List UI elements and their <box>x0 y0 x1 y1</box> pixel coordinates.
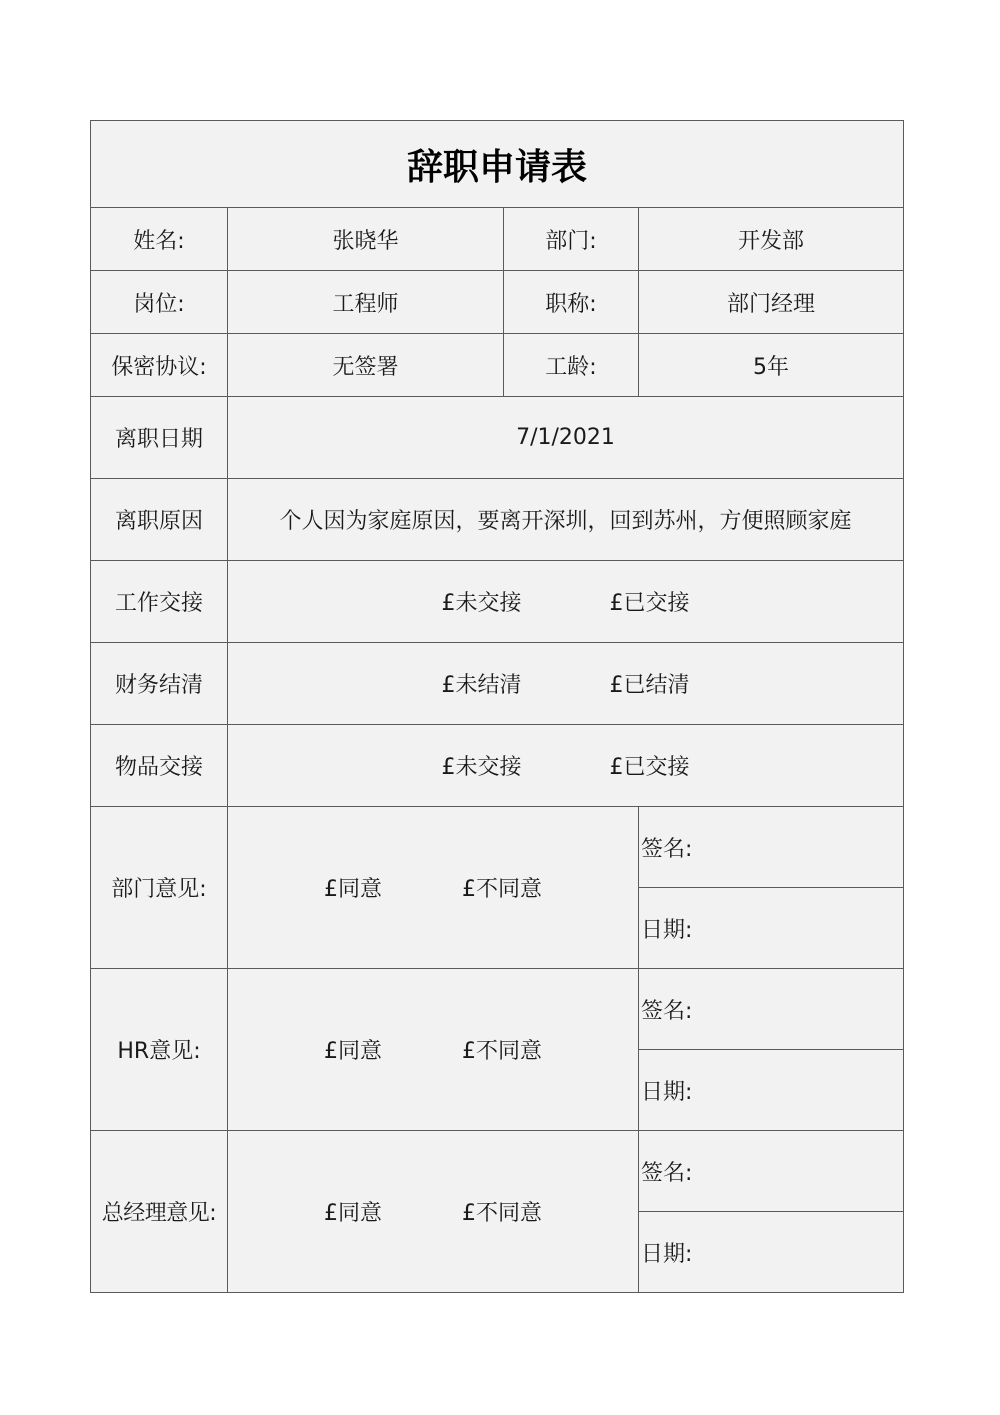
dept-value: 开发部 <box>639 208 904 271</box>
finance-clear-row <box>91 643 904 725</box>
work-handover-options <box>228 561 904 643</box>
leave-reason-value: 个人因为家庭原因，要离开深圳，回到苏州，方便照顾家庭 <box>228 479 904 561</box>
gm-opinion-label: 总经理意见: <box>91 1131 228 1293</box>
position-label: 岗位: <box>91 271 228 334</box>
jobtitle-label: 职称: <box>504 271 639 334</box>
position-value: 工程师 <box>228 271 504 334</box>
nda-value: 无签署 <box>228 334 504 397</box>
leave-date-label: 离职日期 <box>91 397 228 479</box>
hr-opinion-agree[interactable]: £同意 <box>324 1039 382 1064</box>
dept-opinion-sign[interactable]: 签名: <box>639 807 904 888</box>
hr-opinion-label: HR意见: <box>91 969 228 1131</box>
dept-opinion-agree[interactable]: £同意 <box>324 877 382 902</box>
hr-opinion-options <box>228 969 639 1131</box>
dept-opinion-disagree[interactable]: £不同意 <box>462 877 542 902</box>
gm-opinion-agree[interactable]: £同意 <box>324 1201 382 1226</box>
finance-clear-option-pending[interactable]: £未结清 <box>441 673 522 698</box>
item-handover-label: 物品交接 <box>91 725 228 807</box>
gm-opinion-disagree[interactable]: £不同意 <box>462 1201 542 1226</box>
info-row-position <box>91 271 904 334</box>
hr-opinion-date[interactable]: 日期: <box>639 1050 904 1131</box>
item-handover-option-pending[interactable]: £未交接 <box>441 755 522 780</box>
resignation-form <box>90 120 904 1293</box>
hr-opinion-sign[interactable]: 签名: <box>639 969 904 1050</box>
name-value: 张晓华 <box>228 208 504 271</box>
jobtitle-value: 部门经理 <box>639 271 904 334</box>
info-row-nda <box>91 334 904 397</box>
dept-label: 部门: <box>504 208 639 271</box>
info-row-name <box>91 208 904 271</box>
gm-opinion-sign[interactable]: 签名: <box>639 1131 904 1212</box>
gm-opinion-row <box>91 1131 904 1212</box>
finance-clear-label: 财务结清 <box>91 643 228 725</box>
leave-date-row <box>91 397 904 479</box>
gm-opinion-date[interactable]: 日期: <box>639 1212 904 1293</box>
hr-opinion-disagree[interactable]: £不同意 <box>462 1039 542 1064</box>
form-title: 辞职申请表 <box>91 121 904 208</box>
work-handover-label: 工作交接 <box>91 561 228 643</box>
nda-label: 保密协议: <box>91 334 228 397</box>
item-handover-option-done[interactable]: £已交接 <box>609 755 690 780</box>
work-handover-option-done[interactable]: £已交接 <box>609 591 690 616</box>
name-label: 姓名: <box>91 208 228 271</box>
item-handover-options <box>228 725 904 807</box>
dept-opinion-row <box>91 807 904 888</box>
hr-opinion-row <box>91 969 904 1050</box>
leave-reason-row <box>91 479 904 561</box>
item-handover-row <box>91 725 904 807</box>
dept-opinion-options <box>228 807 639 969</box>
work-handover-option-pending[interactable]: £未交接 <box>441 591 522 616</box>
finance-clear-options <box>228 643 904 725</box>
dept-opinion-date[interactable]: 日期: <box>639 888 904 969</box>
tenure-label: 工龄: <box>504 334 639 397</box>
dept-opinion-label: 部门意见: <box>91 807 228 969</box>
gm-opinion-options <box>228 1131 639 1293</box>
tenure-value: 5年 <box>639 334 904 397</box>
leave-reason-label: 离职原因 <box>91 479 228 561</box>
work-handover-row <box>91 561 904 643</box>
leave-date-value: 7/1/2021 <box>228 397 904 479</box>
finance-clear-option-done[interactable]: £已结清 <box>609 673 690 698</box>
